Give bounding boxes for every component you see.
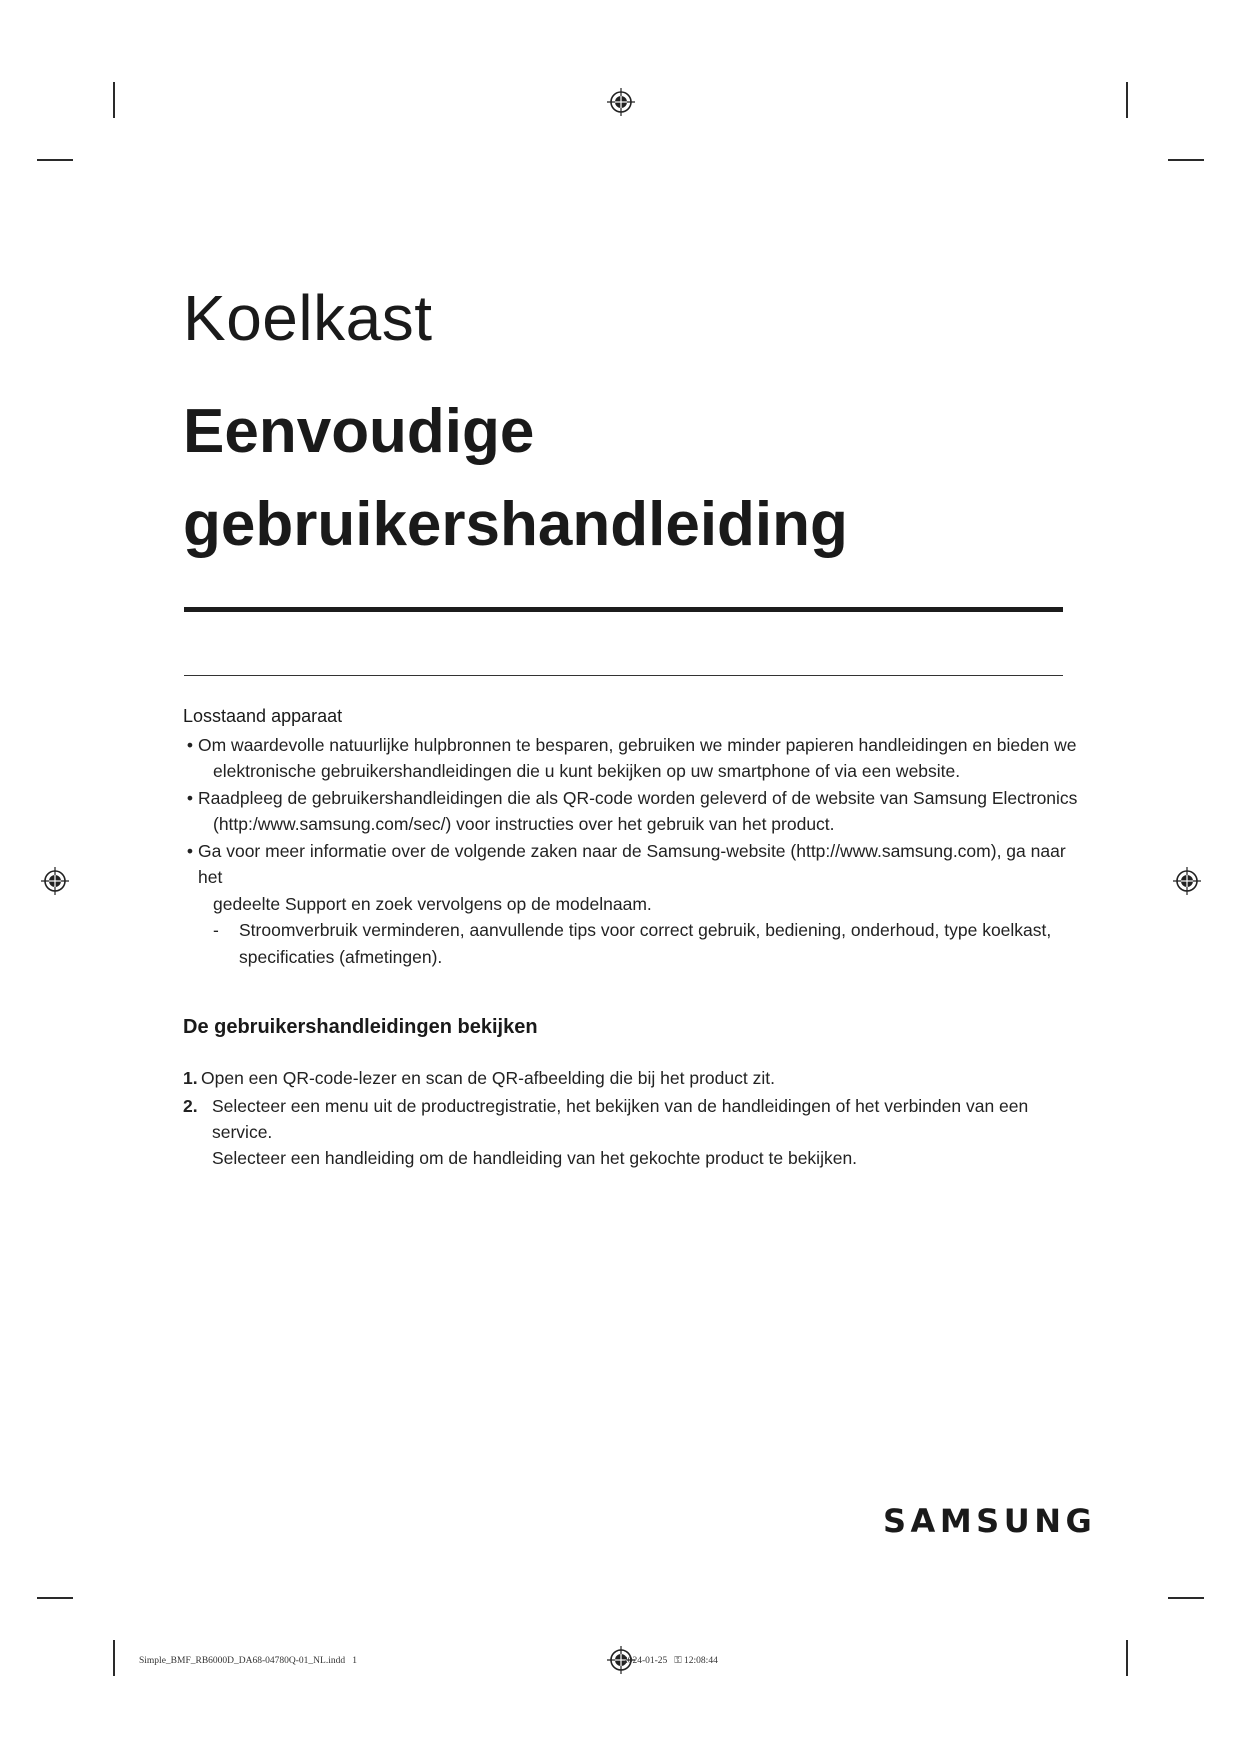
document-title-product: Koelkast	[183, 282, 433, 354]
crop-mark-bottom-right-horizontal	[1168, 1597, 1204, 1599]
list-item	[183, 838, 1083, 918]
document-title-line-1: Eenvoudige	[183, 397, 535, 466]
step-line: Selecteer een menu uit de productregistratie, het bekijken van de handleidingen of het verbinden van een service.	[212, 1096, 1029, 1142]
sub-item-line: Stroomverbruik verminderen, aanvullende tips voor correct gebruik, bediening, onderhoud, type koelkast,	[239, 920, 1052, 940]
list-item	[183, 785, 1083, 838]
bullet-icon: •	[186, 734, 194, 755]
title-divider-thick	[184, 607, 1063, 612]
intro-heading: Losstaand apparaat	[183, 706, 343, 726]
bullet-icon: •	[186, 840, 194, 861]
crop-mark-top-left-vertical	[113, 82, 115, 118]
steps-list	[183, 1065, 1083, 1171]
bullet-line: Raadpleeg de gebruikershandleidingen die als QR-code worden geleverd of de website van Samsung Electronics	[198, 787, 1078, 808]
viewing-heading: De gebruikershandleidingen bekijken	[183, 1016, 538, 1038]
list-item	[183, 1065, 1083, 1091]
bullet-line: (http:/www.samsung.com/sec/) voor instructies over het gebruik van het product.	[213, 814, 835, 834]
registration-mark-icon	[40, 866, 70, 896]
registration-mark-icon	[606, 87, 636, 117]
intro-bullet-list	[183, 732, 1083, 918]
samsung-logo: SAMSUNG	[883, 1502, 1097, 1540]
list-item	[183, 1093, 1083, 1171]
dash-icon: -	[213, 920, 219, 940]
crop-mark-bottom-right-vertical	[1126, 1640, 1128, 1676]
crop-mark-bottom-left-vertical	[113, 1640, 115, 1676]
section-divider-thin	[184, 675, 1063, 676]
bullet-line: elektronische gebruikershandleidingen die u kunt bekijken op uw smartphone of via een website.	[213, 761, 961, 781]
viewing-section	[183, 1016, 1083, 1171]
sub-item-line: specificaties (afmetingen).	[239, 946, 443, 967]
crop-mark-bottom-left-horizontal	[37, 1597, 73, 1599]
crop-mark-top-right-horizontal	[1168, 159, 1204, 161]
document-title-main	[183, 385, 848, 571]
crop-mark-top-left-horizontal	[37, 159, 73, 161]
bullet-line: gedeelte Support en zoek vervolgens op de modelnaam.	[213, 893, 652, 914]
intro-section	[183, 703, 1083, 970]
sub-list-item	[183, 917, 1083, 970]
bullet-line: Om waardevolle natuurlijke hulpbronnen te besparen, gebruiken we minder papieren handleidingen en bieden we	[198, 734, 1077, 755]
list-item	[183, 732, 1083, 785]
print-slug: Simple_BMF_RB6000D_DA68-04780Q-01_NL.indd 1 2024-01-25 ⚿ 12:08:44	[139, 1656, 718, 1666]
bullet-icon: •	[186, 787, 194, 808]
crop-mark-top-right-vertical	[1126, 82, 1128, 118]
bullet-line: Ga voor meer informatie over de volgende zaken naar de Samsung-website (http://www.samsung.com), ga naar het	[198, 840, 1066, 887]
step-number: 2.	[183, 1096, 198, 1116]
document-title-line-2: gebruikershandleiding	[183, 490, 848, 559]
step-line: Selecteer een handleiding om de handleiding van het gekochte product te bekijken.	[212, 1148, 858, 1168]
step-number: 1.	[183, 1068, 198, 1088]
step-line: Open een QR-code-lezer en scan de QR-afbeelding die bij het product zit.	[201, 1068, 775, 1088]
registration-mark-icon	[1172, 866, 1202, 896]
